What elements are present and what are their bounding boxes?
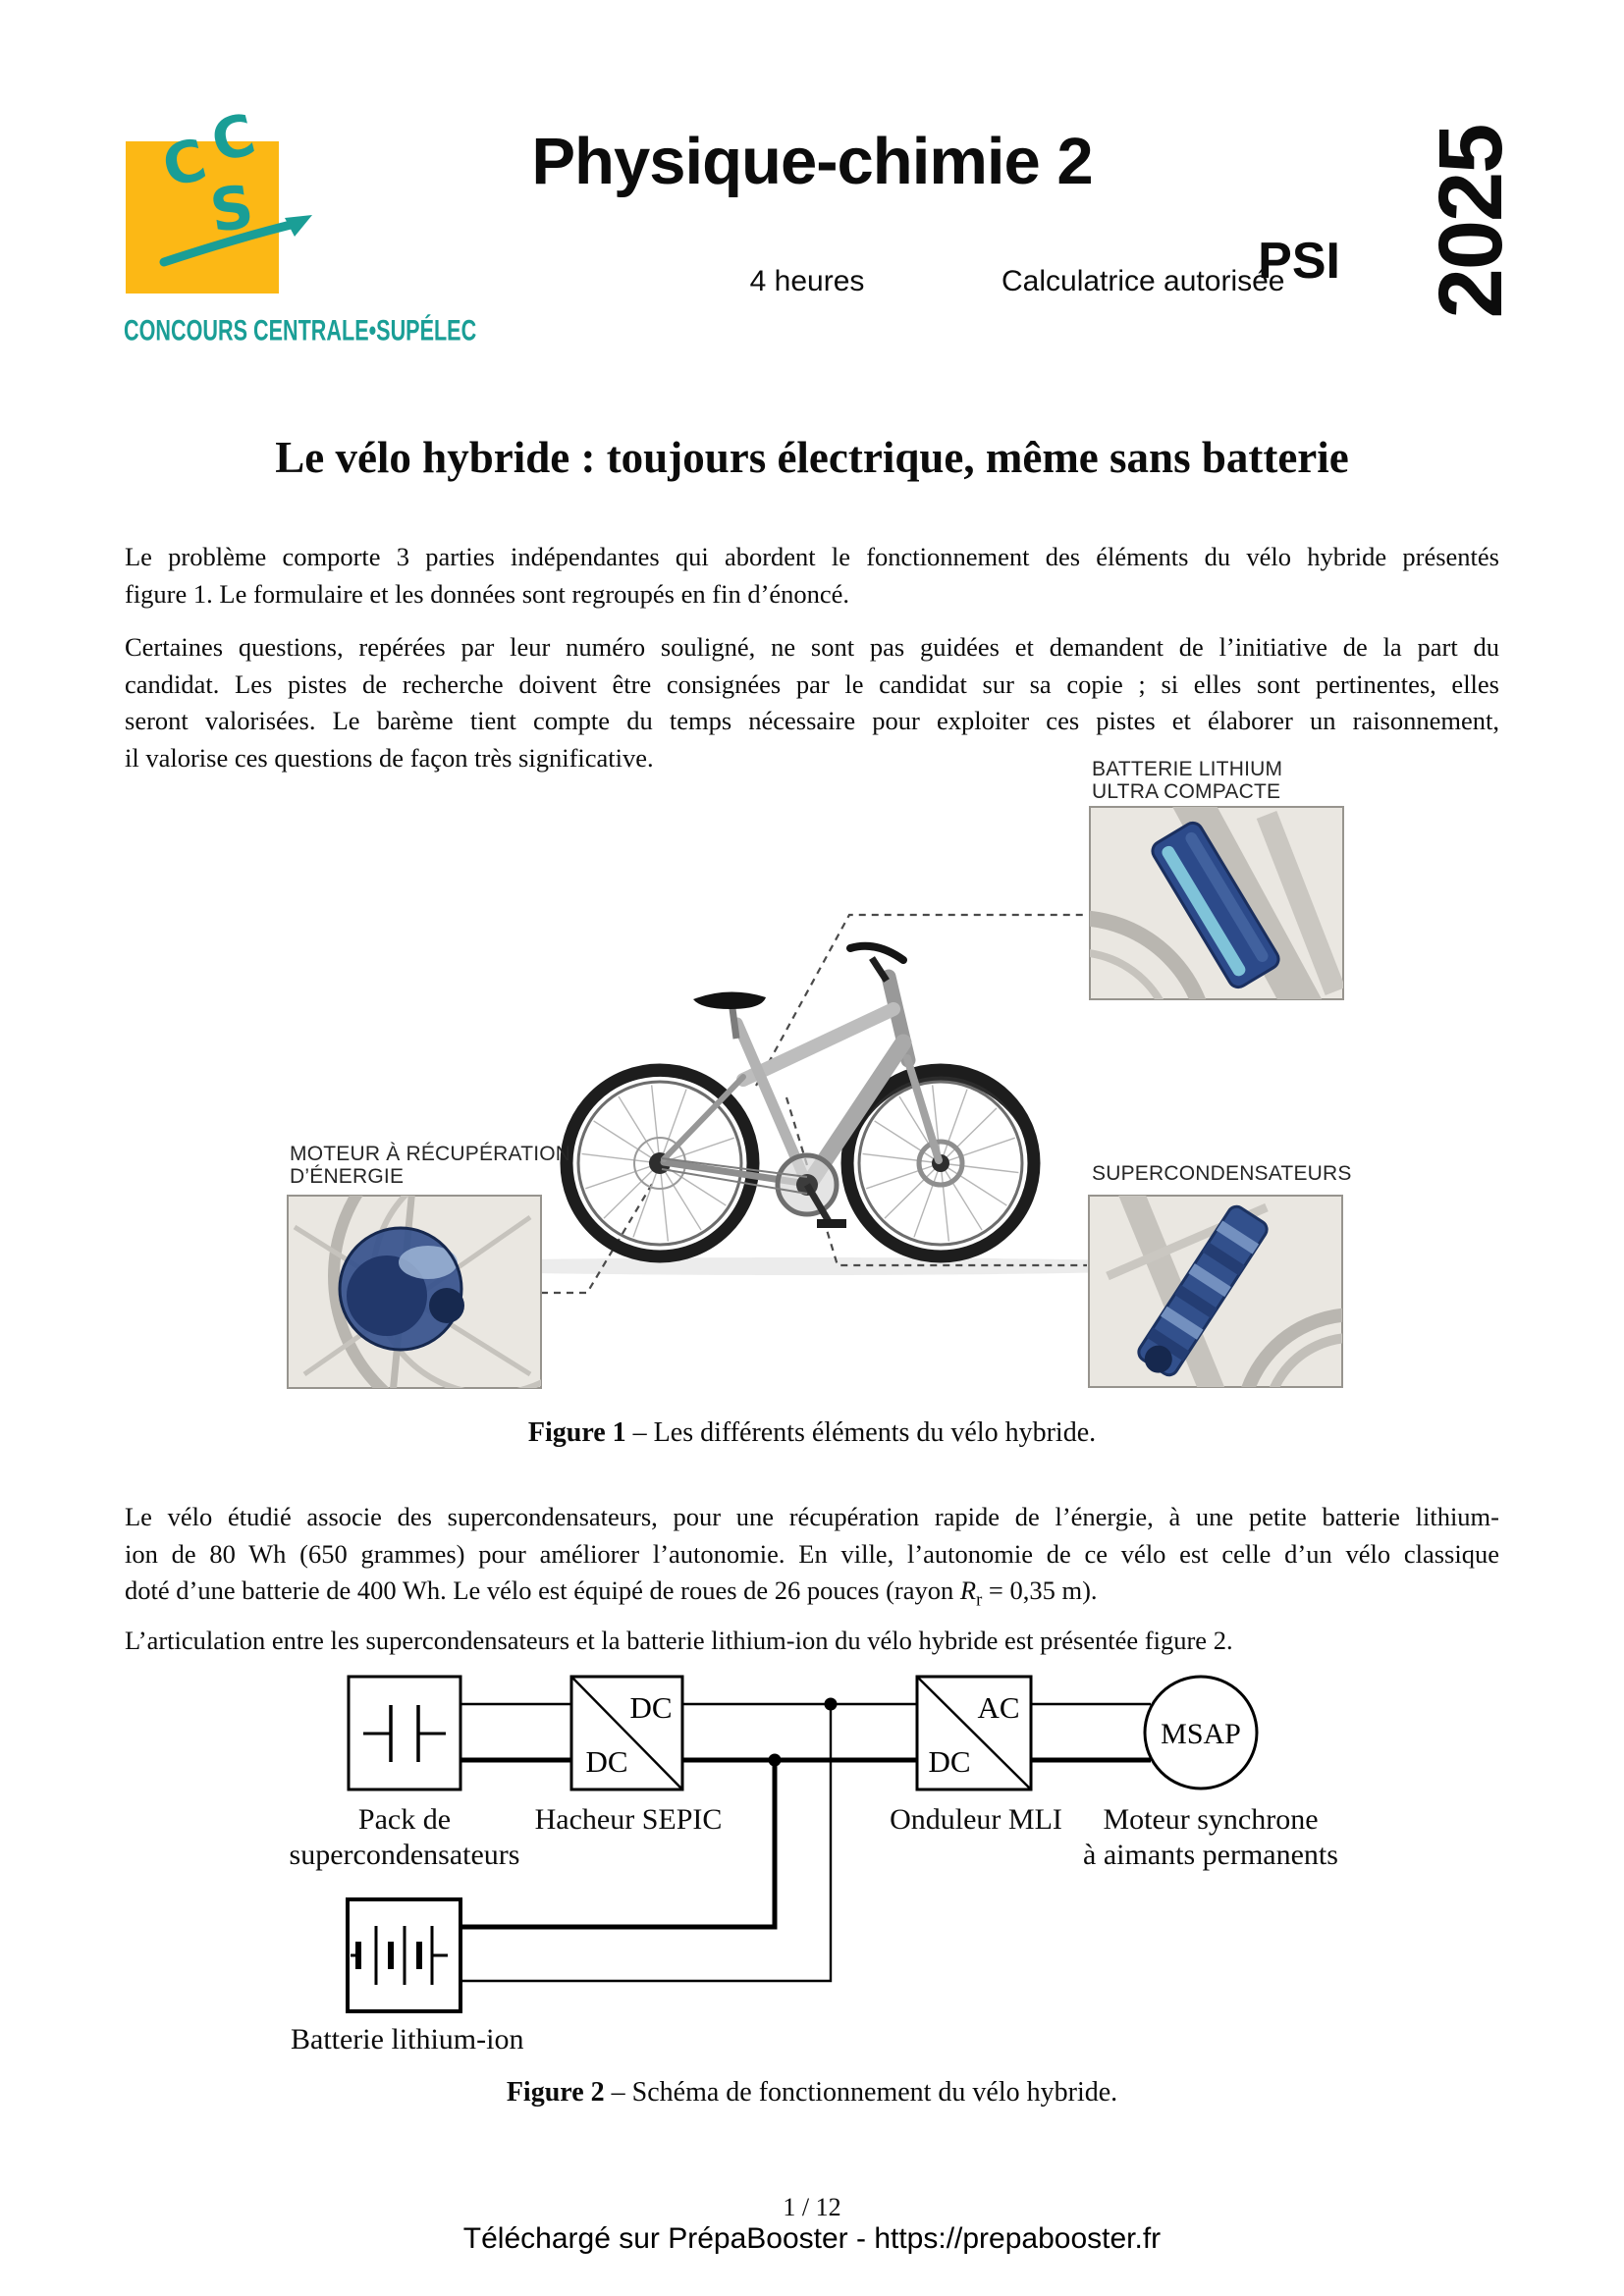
download-source-link[interactable]: Téléchargé sur PrépaBooster - https://prepabooster.fr (462, 2222, 1162, 2255)
junction-dot-bottom (769, 1754, 782, 1767)
label-battery-line1: BATTERIE LITHIUM (1092, 758, 1283, 780)
logo-letter-c2: C (204, 100, 262, 176)
label-battery (1092, 758, 1282, 803)
label-pack-line2: supercondensateurs (289, 1839, 520, 1871)
text-line: seront valorisées. Le barème tient compte du temps nécessaire pour exploiter ces pistes et élaborer un raisonnement, (125, 706, 1499, 735)
label-supercaps-line1: SUPERCONDENSATEURS (1092, 1162, 1352, 1185)
label-mli-inverter: Onduleur MLI (890, 1803, 1062, 1836)
pedal (817, 1219, 846, 1228)
handlebar (850, 946, 903, 960)
figure2-caption-text: – Schéma de fonctionnement du vélo hybride. (604, 2077, 1118, 2108)
label-synchronous-motor (1044, 1802, 1378, 1873)
text-span: doté d’une batterie de 400 Wh. Le vélo est équipé de roues de 26 pouces (rayon (125, 1575, 960, 1605)
calculator-notice: Calculatrice autorisée (1001, 265, 1285, 297)
track-psi: PSI (1258, 233, 1340, 290)
label-motor-sync-line1: Moteur synchrone (1103, 1803, 1319, 1836)
paragraph-bike-specs (125, 1499, 1499, 1610)
text-line: ion de 80 Wh (650 grammes) pour améliorer l’autonomie. En ville, l’autonomie de ce vélo est celle d’un vélo classique (125, 1538, 1499, 1569)
text-line: figure 1. Le formulaire et les données sont regroupés en fin d’énoncé. (125, 578, 850, 609)
text-line (125, 1573, 1499, 1610)
text-span: = 0,35 m). (982, 1575, 1098, 1605)
label-lithium-battery: Batterie lithium-ion (291, 2023, 524, 2056)
stem (872, 958, 887, 981)
text-line: Le vélo étudié associe des supercondensateurs, pour une récupération rapide de l’énergie, à une petite batterie lithium- (125, 1502, 1499, 1531)
subject-title: Le vélo hybride : toujours électrique, même sans batterie (275, 433, 1349, 482)
figure1-caption-number: Figure 1 (527, 1417, 626, 1448)
logo-letter-s: S (205, 172, 258, 247)
saddle (693, 991, 766, 1009)
label-motor-line2: D’ÉNERGIE (290, 1165, 405, 1188)
text-line: Le problème comporte 3 parties indépendantes qui abordent le fonctionnement des éléments du vélo hybride présentés (125, 542, 1499, 571)
label-motor-sync-line2: à aimants permanents (1083, 1839, 1338, 1871)
battery-symbol (351, 1926, 448, 1985)
text-line: L’articulation entre les supercondensateurs et la batterie lithium-ion du vélo hybride est présentée figure 2. (125, 1626, 1233, 1655)
text-line: candidat. Les pistes de recherche doivent être consignées par le candidat sur sa copie ; si elles sont pertinentes, elles (125, 668, 1499, 699)
year-vertical: 2025 (1421, 125, 1521, 319)
figure2-caption-number: Figure 2 (506, 2077, 605, 2108)
inverter-dc-label: DC (928, 1744, 971, 1779)
exam-duration: 4 heures (749, 265, 865, 297)
symbol-R-subscript: r (976, 1589, 983, 1611)
junction-dot-top (825, 1698, 838, 1711)
callout-line-battery (756, 915, 1088, 1086)
chopper-dc-bottom-label: DC (585, 1744, 628, 1779)
text-line: Certaines questions, repérées par leur numéro souligné, ne sont pas guidées et demandent de l’initiative de la part du (125, 632, 1499, 662)
inset-battery-photo (943, 785, 1343, 1183)
label-supercaps (1092, 1162, 1352, 1185)
figure2-caption (0, 2077, 1624, 2109)
paragraph-intro (125, 539, 1499, 613)
logo-letter-c1: C (155, 126, 213, 201)
symbol-R: R (959, 1575, 977, 1605)
msap-label: MSAP (1161, 1718, 1241, 1750)
label-battery-line2: ULTRA COMPACTE (1092, 780, 1281, 803)
label-motor-line1: MOTEUR À RÉCUPÉRATION (290, 1143, 571, 1165)
document-title: Physique-chimie 2 (531, 125, 1093, 198)
paragraph-figure2-intro (125, 1623, 1499, 1660)
text-line: il valorise ces questions de façon très significative. (125, 742, 654, 773)
label-pack-line1: Pack de (357, 1803, 452, 1836)
chopper-dc-top-label: DC (629, 1690, 673, 1725)
figure1-caption-text: – Les différents éléments du vélo hybride. (625, 1417, 1097, 1448)
brand-text: CONCOURS CENTRALE•SUPÉLEC (124, 314, 477, 347)
label-motor (290, 1143, 570, 1188)
figure1-illustration (0, 726, 1624, 1453)
capacitor-symbol (363, 1705, 446, 1762)
inverter-ac-label: AC (977, 1690, 1020, 1725)
page-number: 1 / 12 (783, 2193, 841, 2221)
figure1-caption (0, 1417, 1624, 1449)
inset-supercaps-photo (1089, 1188, 1419, 1418)
label-sepic-chopper: Hacheur SEPIC (534, 1803, 723, 1836)
